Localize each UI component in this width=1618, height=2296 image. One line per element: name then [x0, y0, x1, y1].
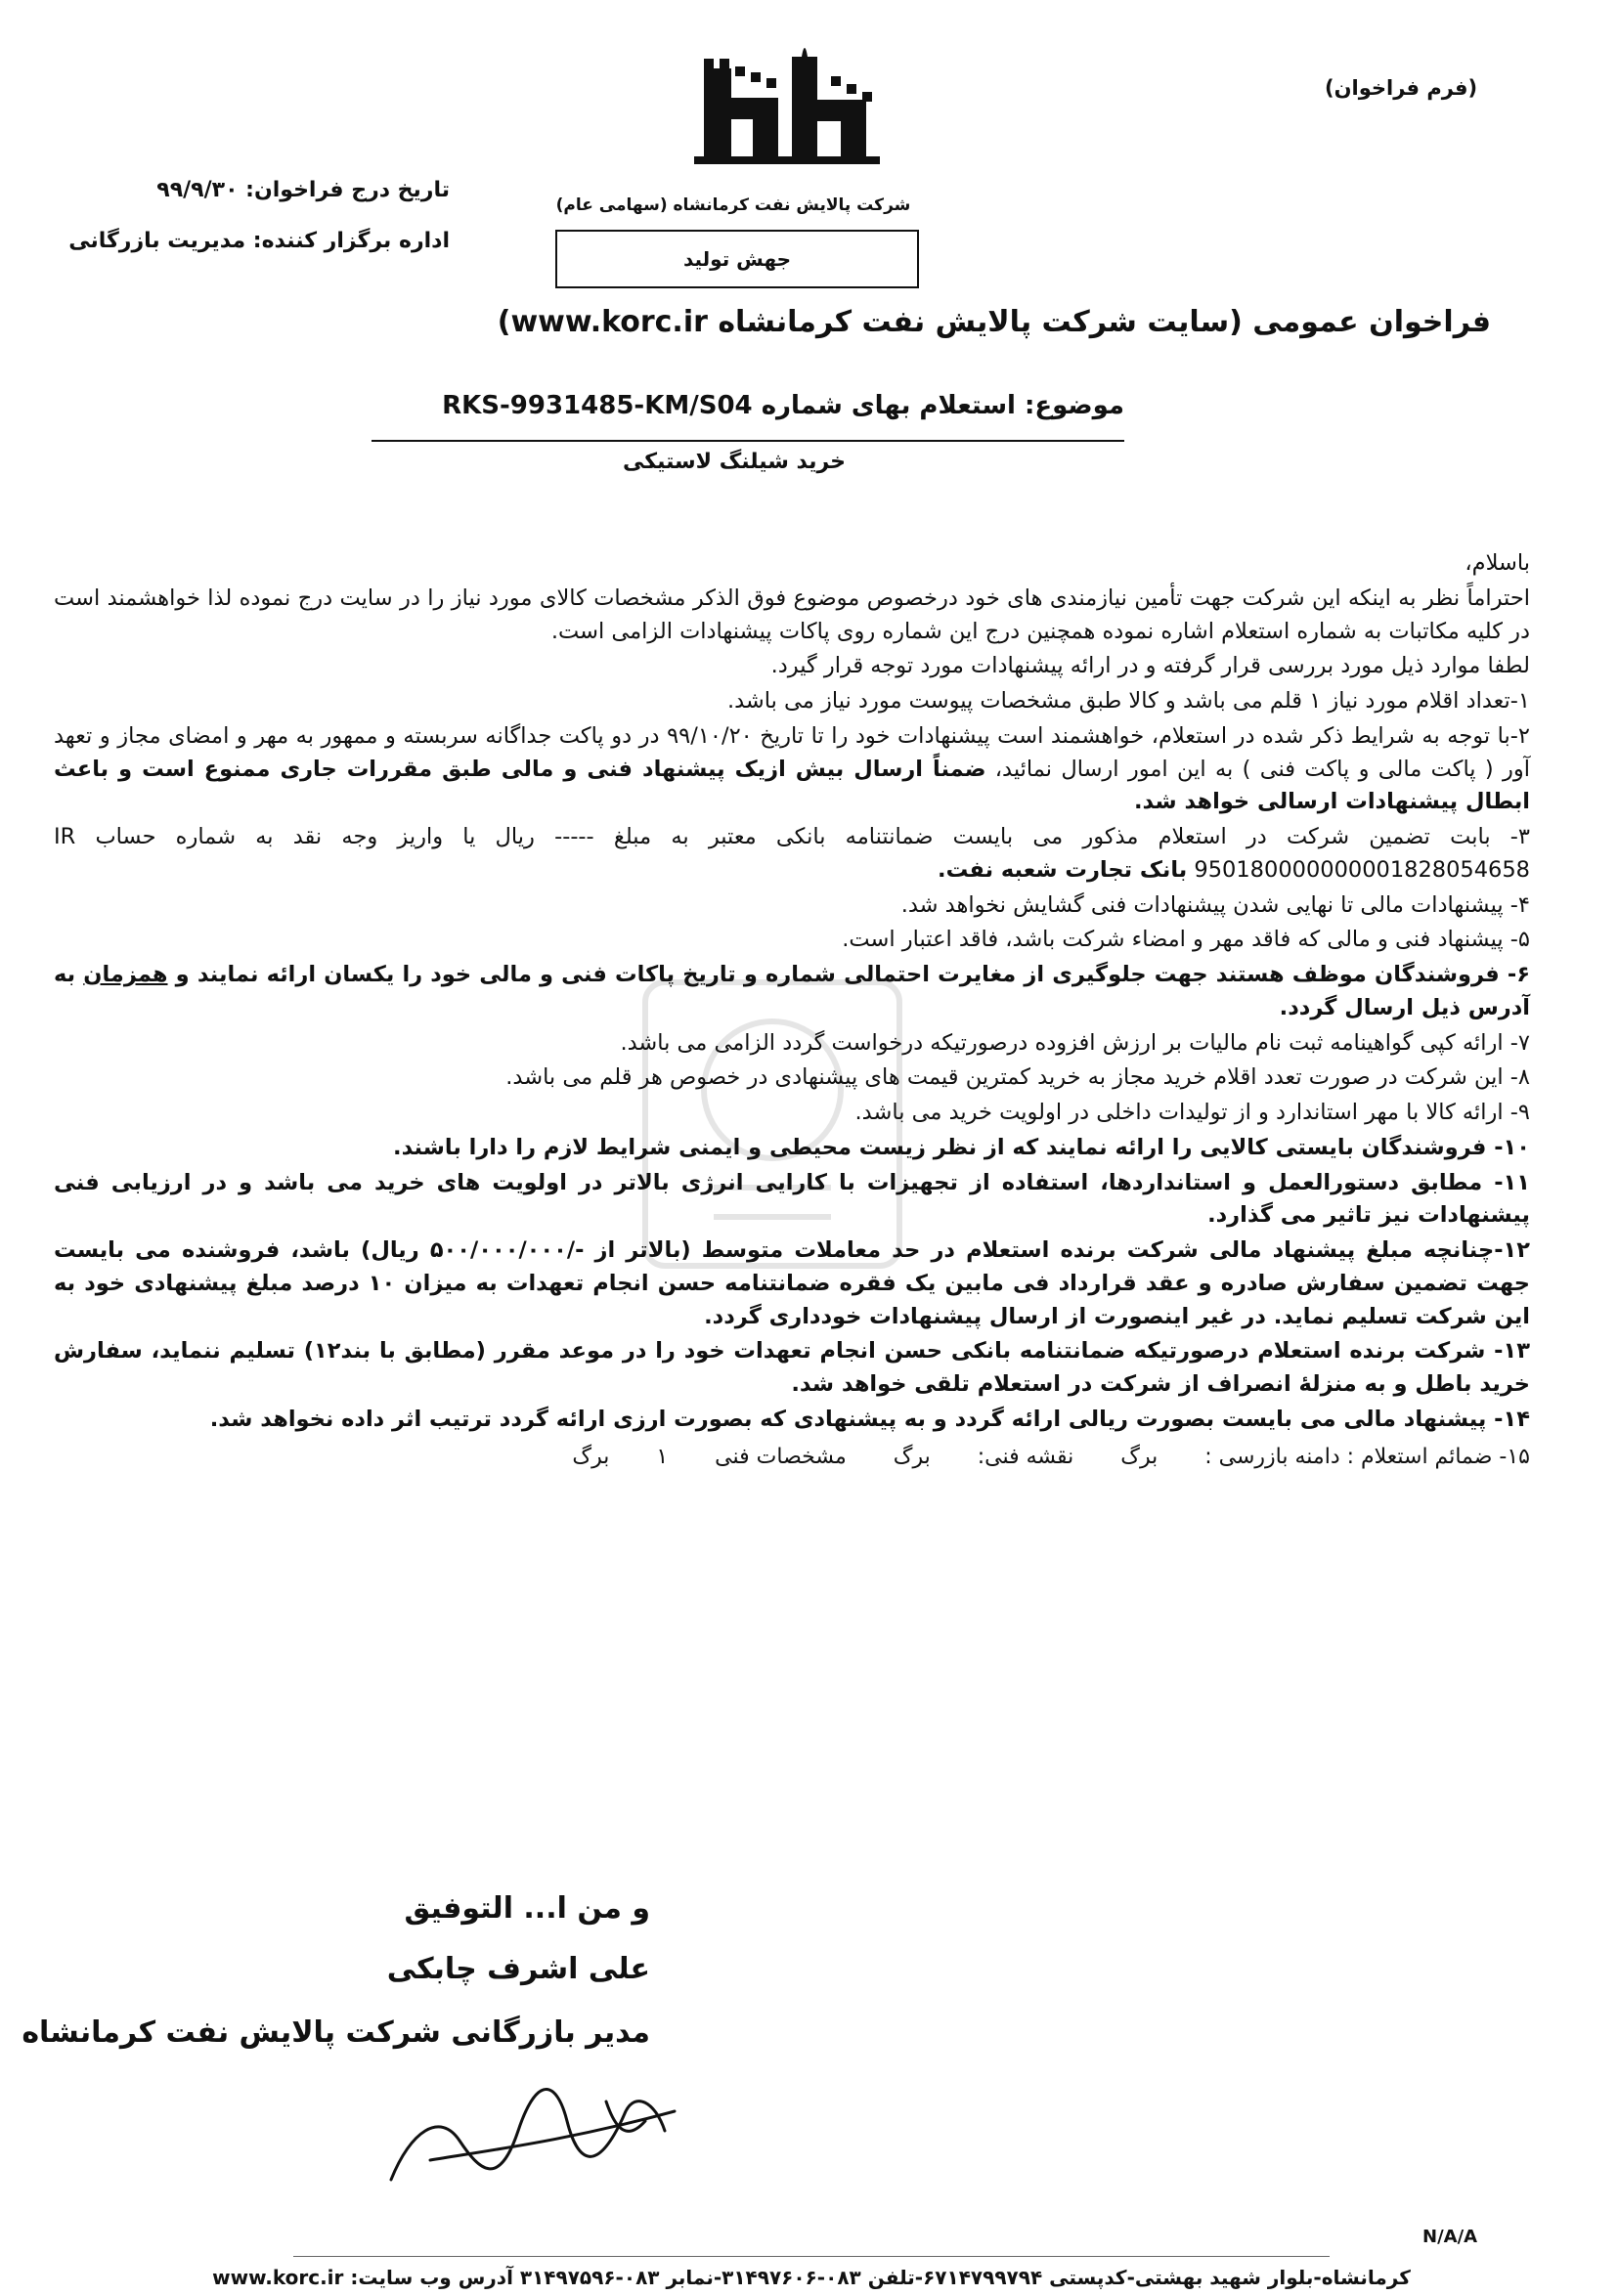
- condition-2-text: ۲-با توجه به شرایط ذکر شده در استعلام، خواهشمند است پیشنهادات خود را تا تاریخ ۹۹/۱۰/۲۰ در دو پاکت جداگانه سربسته و ممهور به مهر و امضای مجاز و تعهد آور ( پاکت مالی و پاکت فنی ) به این امور ارسال نمائید،: [54, 722, 1530, 782]
- condition-14: ۱۴- پیشنهاد مالی می بایست بصورت ریالی ارائه گردد و به پیشنهادی که بصورت ارزی ارائه گردد ترتیب اثر داده نخواهد شد.: [209, 1406, 1530, 1432]
- attachments-label: ۱۵- ضمائم استعلام : دامنه بازرسی :: [1204, 1444, 1530, 1469]
- condition-9: ۹- ارائه کالا با مهر استاندارد و از تولیدات داخلی در اولویت خرید می باشد.: [854, 1100, 1530, 1125]
- condition-3: [54, 821, 1530, 888]
- subject-item: خرید شیلنگ لاستیکی: [623, 450, 846, 474]
- condition-12: ۱۲-چنانچه مبلغ پیشنهاد مالی شرکت برنده استعلام در حد معاملات متوسط (بالاتر از -/۵۰۰/۰۰۰/۰۰۰ ریال) باشد، فروشنده می بایست جهت تضمین سفارش صادره و عقد قرارداد فی مابین یک فقره ضمانتنامه حسن انجام تعهدات به میزان ۱۰ درصد مبلغ پیشنهادی خود به این شرکت تسلیم نماید. در غیر اینصورت از ارسال پیشنهادات خودداری گردد.: [54, 1237, 1531, 1329]
- condition-10: ۱۰- فروشندگان بایستی کالایی را ارائه نمایند که از نظر زیست محیطی و ایمنی شرایط لازم را دارا باشند.: [393, 1134, 1530, 1160]
- inspection-unit: برگ: [1120, 1444, 1159, 1469]
- condition-3-bank: بانک تجارت شعبه نفت.: [938, 856, 1188, 883]
- spec-label: مشخصات فنی: [715, 1444, 847, 1469]
- subject-underline: [372, 440, 1124, 442]
- signatory-name: علی اشرف چابکی: [386, 1952, 650, 1986]
- condition-2-warning: ضمناً ارسال بیش ازیک پیشنهاد فنی و مالی طبق مقررات جاری ممنوع است و باعث ابطال پیشنهادات ارسالی خواهد شد.: [54, 756, 1530, 815]
- condition-6-emphasis: همزمان: [83, 962, 168, 987]
- footer-address: [196, 2266, 1427, 2289]
- handwritten-signature: [372, 2072, 694, 2209]
- intro-paragraph: احتراماً نظر به اینکه این شرکت جهت تأمین نیازمندی های خود درخصوص موضوع فوق الذکر مشخصات کالای مورد نیاز را در سایت درج نموده لذا خواهشمند است در کلیه مکاتبات به شماره استعلام اشاره نموده همچنین درج این شماره روی پاکات پیشنهادات الزامی است.: [54, 585, 1530, 644]
- condition-13: ۱۳- شرکت برنده استعلام درصورتیکه ضمانتنامه بانکی حسن انجام تعهدات خود را در موعد مقرر (مطابق با بند۱۲) تسلیم ننماید، سفارش خرید باطل و به منزلهٔ انصراف از شرکت در استعلام تلقی خواهد شد.: [54, 1338, 1530, 1397]
- signatory-title: مدیر بازرگانی شرکت پالایش نفت کرمانشاه: [22, 2015, 650, 2050]
- condition-7: ۷- ارائه کپی گواهینامه ثبت نام مالیات بر ارزش افزوده درصورتیکه درخواست گردد الزامی می باشد.: [620, 1029, 1530, 1056]
- condition-6-tail: به آدرس ذیل ارسال گردد.: [54, 962, 1530, 1020]
- footer-address-text: کرمانشاه-بلوار شهید بهشتی-کدپستی ۶۷۱۴۷۹۹۷۹۴-تلفن ۰۸۳-۳۱۴۹۷۶۰۶-نمابر ۰۸۳-۳۱۴۹۷۵۹۶ آدرس وب سایت:: [350, 2266, 1411, 2289]
- form-type-label: (فرم فراخوان): [1325, 76, 1478, 100]
- spec-count: ۱: [656, 1444, 669, 1469]
- notice-title: فراخوان عمومی (سایت شرکت پالایش نفت کرمانشاه www.korc.ir): [497, 305, 1491, 339]
- condition-6: [54, 959, 1530, 1025]
- drawing-label: نقشه فنی:: [977, 1444, 1074, 1469]
- company-logo: [684, 39, 890, 186]
- condition-5: ۵- پیشنهاد فنی و مالی که فاقد مهر و امضاء شرکت باشد، فاقد اعتبار است.: [842, 927, 1530, 953]
- closing-salutation: و من ا... التوفیق: [404, 1891, 650, 1926]
- intro-instruction: لطفا موارد ذیل مورد بررسی قرار گرفته و در ارائه پیشنهادات مورد توجه قرار گیرد.: [770, 653, 1530, 679]
- spec-unit: برگ: [572, 1444, 610, 1469]
- condition-1: ۱-تعداد اقلام مورد نیاز ۱ قلم می باشد و کالا طبق مشخصات پیوست مورد نیاز می باشد.: [726, 688, 1530, 714]
- condition-4: ۴- پیشنهادات مالی تا نهایی شدن پیشنهادات فنی گشایش نخواهد شد.: [900, 891, 1530, 918]
- company-name-under-logo: شرکت پالایش نفت کرمانشاه (سهامی عام): [555, 195, 911, 215]
- condition-6-text: ۶- فروشندگان موظف هستند جهت جلوگیری از مغایرت احتمالی شماره و تاریخ پاکات فنی و مالی خود را یکسان ارائه نمایند و: [167, 962, 1530, 987]
- letter-body: [54, 547, 1530, 1473]
- subject-line: موضوع: استعلام بهای شماره RKS-9931485-KM/S04: [442, 391, 1124, 420]
- condition-11: ۱۱- مطابق دستورالعمل و استانداردها، استفاده از تجهیزات با کارایی انرژی بالاتر در اولویت های خرید می باشد و در ارزیابی فنی پیشنهادات نیز تاثیر می گذارد.: [54, 1169, 1530, 1229]
- drawing-unit: برگ: [893, 1444, 931, 1469]
- condition-8: ۸- این شرکت در صورت تعدد اقلام خرید مجاز به خرید کمترین قیمت های پیشنهادی در خصوص هر قلم می باشد.: [505, 1064, 1530, 1091]
- footer-divider: [293, 2256, 1330, 2257]
- unit-box: جهش تولید: [555, 230, 919, 288]
- issuing-office: اداره برگزار کننده: مدیریت بازرگانی: [68, 229, 450, 253]
- notice-date: تاریخ درج فراخوان: ۹۹/۹/۳۰: [156, 178, 450, 202]
- condition-3-text: ۳- بابت تضمین شرکت در استعلام مذکور می بایست ضمانتنامه بانکی معتبر به مبلغ ----- ریال یا واریز وجه نقد به شماره حساب IR 950180000000001828054658: [54, 824, 1530, 883]
- attachments-row: [54, 1441, 1530, 1473]
- footer-website-link[interactable]: www.korc.ir: [212, 2266, 344, 2289]
- condition-2: [54, 720, 1530, 819]
- document-code: N/A/A: [1422, 2227, 1478, 2247]
- greeting: باسلام،: [1465, 550, 1530, 576]
